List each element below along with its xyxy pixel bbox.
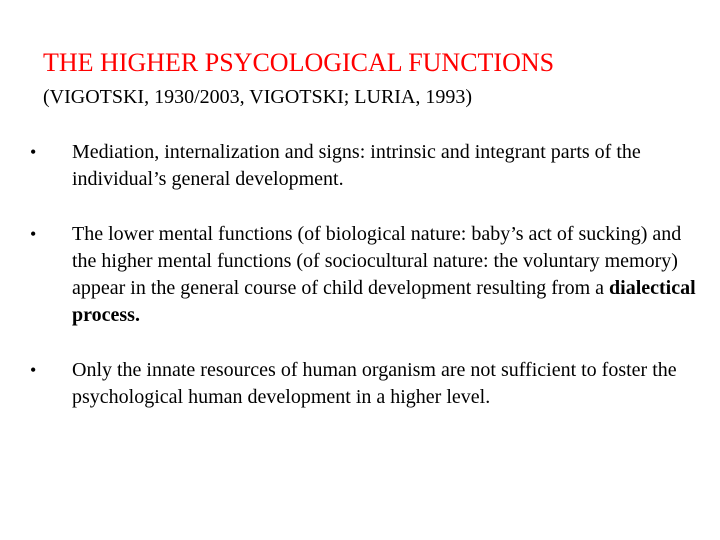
bullet-text-bold: dialectical process. [72,277,696,326]
bullet-text [72,223,696,326]
bullet-text: Mediation, internalization and signs: intrinsic and integrant parts of the individual’s general development. [72,141,641,190]
slide-subtitle: (VIGOTSKI, 1930/2003, VIGOTSKI; LURIA, 1993) [43,86,473,108]
bullet-text: Only the innate resources of human organism are not sufficient to foster the psychological human development in a higher level. [72,359,677,408]
bullet-text-regular: The lower mental functions (of biological nature: baby’s act of sucking) and the higher mental functions (of sociocultural nature: the voluntary memory) appear in the general course of child development resulting from a [72,223,682,299]
bullet-item-1 [30,139,710,193]
bullet-list [30,139,710,411]
bullet-item-3 [30,357,710,411]
bullet-marker: • [30,224,37,244]
bullet-item-2 [30,221,710,329]
slide-title: THE HIGHER PSYCOLOGICAL FUNCTIONS [43,48,555,77]
bullet-marker: • [30,360,37,380]
bullet-marker: • [30,142,37,162]
